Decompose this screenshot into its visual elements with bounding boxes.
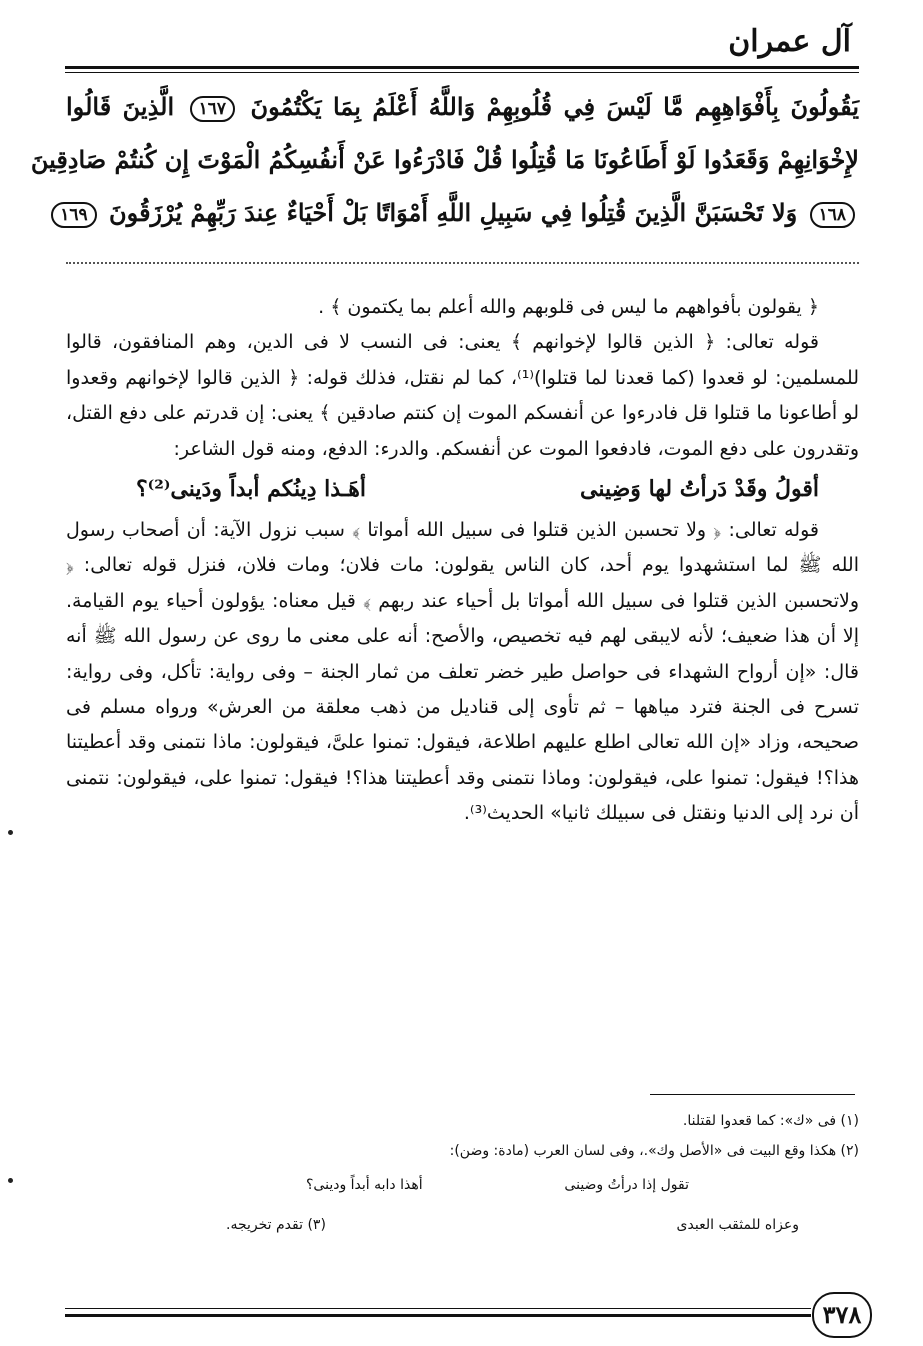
footnote-3: (٣) تقدم تخريجه. <box>226 1217 326 1233</box>
footnote-2: (٢) هكذا وقع البيت فى «الأصل وك».، وفى لسان العرب (مادة: وضن): <box>449 1143 859 1159</box>
page-number: ٣٧٨ <box>812 1292 872 1338</box>
verse-text: لإِخْوَانِهِمْ وَقَعَدُوا لَوْ أَطَاعُونَا مَا قُتِلُوا قُلْ فَادْرَءُوا عَنْ أَنفُسِكُمُ الْمَوْتَ إِن كُنتُمْ صَادِقِينَ <box>30 145 859 174</box>
footnote-separator <box>650 1094 855 1095</box>
commentary-paragraph: ﴿ يقولون بأفواههم ما ليس فى قلوبهم والله أعلم بما يكتمون ﴾ . <box>318 296 819 318</box>
commentary-paragraph: قوله تعالى: ﴿ الذين قالوا لإخوانهم ﴾ يعنى: فى النسب لا فى الدين، وهم المنافقون، قالوا للمسلمين: لو قعدوا (كما قعدنا لما قتلوا)⁽¹⁾، كما لم نقتل، فذلك قوله: ﴿ الذين قالوا لإخوانهم وقعدوا لو أطاعونا ما قتلوا قل فادرءوا عن أنفسكم الموت إن كنتم صادقين ﴾ يعنى: إن قدرتم على دفع القتل، وتقدرون على دفع الموت، فادفعوا الموت عن أنفسكم. والدرء: الدفع، ومنه قول الشاعر: <box>66 331 859 460</box>
verse-text: الَّذِينَ قَالُوا <box>66 92 175 121</box>
poem-hemistich-left: أهَـذا دِينُكم أبداً ودَينى⁽²⁾؟ <box>136 476 366 503</box>
footnote-2-attribution: وعزاه للمثقب العبدى <box>676 1217 799 1233</box>
footnote-closing-row <box>226 1210 799 1240</box>
footnotes <box>66 1106 859 1240</box>
scan-speck <box>8 830 13 835</box>
footer-rule-thin <box>65 1308 811 1309</box>
header-rule-thick <box>65 66 859 69</box>
ayah-number-marker: ١٦٧ <box>190 96 235 122</box>
scan-speck <box>8 1178 13 1183</box>
footnote-2-verse <box>306 1170 689 1200</box>
ayah-number-marker: ١٦٩ <box>51 202 96 228</box>
footnote-verse-right: تقول إذا درأتُ وضينى <box>564 1177 689 1193</box>
footer-rule-thick <box>65 1314 811 1317</box>
surah-header-title: آل عمران <box>728 24 851 59</box>
poetry-verse <box>136 469 819 509</box>
header-rule-thin <box>65 72 859 73</box>
ayah-number-marker: ١٦٨ <box>810 202 855 228</box>
quran-line <box>66 80 859 133</box>
commentary-body <box>66 290 859 832</box>
footnote-verse-left: أهذا دابه أبداً ودينى؟ <box>306 1177 423 1193</box>
quran-line <box>60 186 859 239</box>
footnote-1: (١) فى «ك»: كما قعدوا لقتلنا. <box>682 1113 859 1129</box>
quran-line <box>30 133 859 186</box>
verse-text: يَقُولُونَ بِأَفْوَاهِهِم مَّا لَيْسَ فِي قُلُوبِهِمْ وَاللَّهُ أَعْلَمُ بِمَا يَكْتُمُونَ <box>250 92 859 121</box>
quran-verses-block <box>30 80 859 239</box>
commentary-paragraph: قوله تعالى: ﴿ ولا تحسبن الذين قتلوا فى سبيل الله أمواتا ﴾ سبب نزول الآية: أن أصحاب رسول الله ﷺ لما استشهدوا يوم أحد، كان الناس يقولون: مات فلان؛ ومات فلان، فنزل قوله تعالى: ﴿ ولاتحسبن الذين قتلوا فى سبيل الله أمواتا بل أحياء عند ربهم ﴾ قيل معناه: يؤولون أحياء يوم القيامة. إلا أن هذا ضعيف؛ لأنه لايبقى لهم فيه تخصيص، والأصح: أنه على معنى ما روى عن رسول الله ﷺ أنه قال: «إن أرواح الشهداء فى حواصل طير خضر تعلف من ثمار الجنة – وفى رواية: تأكل، وفى رواية: تسرح فى الجنة فترد مياهها – ثم تأوى إلى قناديل من ذهب معلقة من العرش» ورواه مسلم فى صحيحه، وزاد «إن الله تعالى اطلع عليهم اطلاعة، فيقول: تمنوا علىَّ، فيقولون: ماذا نتمنى وقد أعطيتنا هذا؟! فيقول: تمنوا على، فيقولون: وماذا نتمنى وقد أعطيتنا هذا؟! فيقول: تمنوا على، فيقولون: نتمنى أن نرد إلى الدنيا ونقتل فى سبيلك ثانيا» الحديث⁽³⁾. <box>66 519 859 825</box>
verses-commentary-separator <box>66 262 859 264</box>
poem-hemistich-right: أقولُ وقَدْ دَرأتُ لها وَضِينى <box>579 476 819 503</box>
verse-text: وَلا تَحْسَبَنَّ الَّذِينَ قُتِلُوا فِي سَبِيلِ اللَّهِ أَمْوَاتًا بَلْ أَحْيَاءٌ عِندَ رَبِّهِمْ يُرْزَقُونَ <box>109 198 798 227</box>
